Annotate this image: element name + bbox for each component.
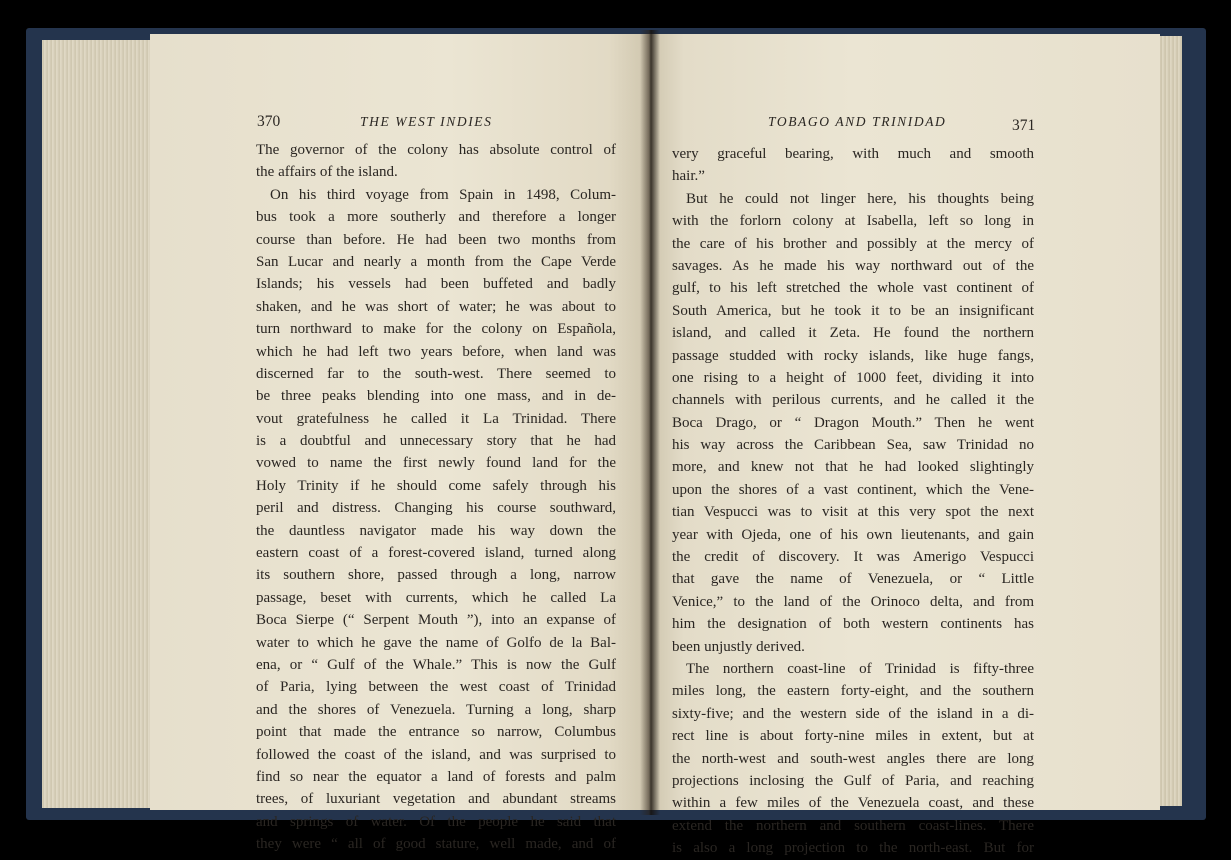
text-line: On his third voyage from Spain in 1498, Colum- xyxy=(270,186,616,203)
text-line: year with Ojeda, one of his own lieutenants, and gain xyxy=(672,526,1034,543)
text-line: passage studded with rocky islands, like huge fangs, xyxy=(672,347,1034,364)
text-line: be three peaks blending into one mass, and in de- xyxy=(256,388,616,405)
left-running-head: THE WEST INDIES xyxy=(360,114,493,129)
text-line: point that made the entrance so narrow, Columbus xyxy=(256,724,616,741)
text-line: rect line is about forty-nine miles in extent, but at xyxy=(672,728,1034,745)
text-line: gulf, to his left stretched the whole vast continent of xyxy=(672,280,1034,297)
text-line: projections inclosing the Gulf of Paria, and reaching xyxy=(672,772,1034,789)
text-line: South America, but he took it to be an insignificant xyxy=(672,302,1034,319)
book-gutter xyxy=(640,30,660,815)
text-line: they were “ all of good stature, well made, and of xyxy=(256,836,616,853)
text-line: the credit of discovery. It was Amerigo Vespucci xyxy=(672,549,1034,566)
text-line: trees, of luxuriant vegetation and abundant streams xyxy=(256,791,616,808)
text-line: discerned far to the south-west. There seemed to xyxy=(256,365,616,382)
text-line: Holy Trinity if he should come safely through his xyxy=(256,477,616,494)
text-line: shaken, and he was short of water; he was about to xyxy=(256,298,616,315)
left-page-text xyxy=(256,139,616,856)
text-line: been unjustly derived. xyxy=(672,638,805,655)
text-line: Venice,” to the land of the Orinoco delta, and from xyxy=(672,593,1034,610)
text-line: Boca Drago, or “ Dragon Mouth.” Then he went xyxy=(672,414,1034,431)
text-line: course than before. He had been two months from xyxy=(256,231,616,248)
text-line: Islands; his vessels had been buffeted and badly xyxy=(256,276,616,293)
text-line: his way across the Caribbean Sea, saw Trinidad no xyxy=(672,437,1034,454)
text-line: is a doubtful and unnecessary story that he had xyxy=(256,433,616,450)
text-line: the care of his brother and possibly at the mercy of xyxy=(672,235,1034,252)
text-line: with the forlorn colony at Isabella, left so long in xyxy=(672,213,1034,230)
text-line: The governor of the colony has absolute control of xyxy=(256,142,616,158)
text-line: hair.” xyxy=(672,168,705,185)
text-line: water to which he gave the name of Golfo de la Bal- xyxy=(256,634,616,651)
text-line: and the shores of Venezuela. Turning a long, sharp xyxy=(256,701,616,718)
text-line: bus took a more southerly and therefore a longer xyxy=(256,209,616,226)
text-line: of Paria, lying between the west coast of Trinidad xyxy=(256,679,616,696)
text-line: extend the northern and southern coast-lines. There xyxy=(672,817,1034,834)
text-line: San Lucar and nearly a month from the Cape Verde xyxy=(256,253,616,270)
text-line: passage, beset with currents, which he called La xyxy=(256,589,616,606)
right-page-number: 371 xyxy=(1012,117,1036,134)
left-page-edges xyxy=(42,40,158,808)
text-line: very graceful bearing, with much and smooth xyxy=(672,146,1034,162)
text-line: that gave the name of Venezuela, or “ Little xyxy=(672,571,1034,588)
text-line: turn northward to make for the colony on Española, xyxy=(256,321,616,338)
text-line: followed the coast of the island, and was surprised to xyxy=(256,746,616,763)
text-line: channels with perilous currents, and he called it the xyxy=(672,392,1034,409)
text-line: the north-west and south-west angles there are long xyxy=(672,750,1034,767)
text-line: The northern coast-line of Trinidad is fifty-three xyxy=(686,660,1034,677)
right-page-text xyxy=(672,143,1034,860)
text-line: the affairs of the island. xyxy=(256,164,398,181)
text-line: Boca Sierpe (“ Serpent Mouth ”), into an expanse of xyxy=(256,612,616,629)
text-line: him the designation of both western continents has xyxy=(672,616,1034,633)
text-line: ena, or “ Gulf of the Whale.” This is now the Gulf xyxy=(256,656,616,673)
text-line: more, and knew not that he had looked slightingly xyxy=(672,459,1034,476)
text-line: which he had left two years before, when land was xyxy=(256,343,616,360)
text-line: vout gratefulness he called it La Trinidad. There xyxy=(256,410,616,427)
text-line: peril and distress. Changing his course southward, xyxy=(256,500,616,517)
text-line: savages. As he made his way northward out of the xyxy=(672,257,1034,274)
text-line: tian Vespucci was to visit at this very spot the next xyxy=(672,504,1034,521)
text-line: its southern shore, passed through a long, narrow xyxy=(256,567,616,584)
text-line: is also a long projection to the north-east. But for xyxy=(672,840,1034,857)
text-line: vowed to name the first newly found land for the xyxy=(256,455,616,472)
text-line: upon the shores of a vast continent, which the Vene- xyxy=(672,481,1034,498)
text-line: within a few miles of the Venezuela coast, and these xyxy=(672,795,1034,812)
text-line: the dauntless navigator made his way down the xyxy=(256,522,616,539)
text-line: eastern coast of a forest-covered island, turned along xyxy=(256,545,616,562)
text-line: and springs of water. Of the people he said that xyxy=(256,813,616,830)
right-running-head: TOBAGO AND TRINIDAD xyxy=(768,114,947,129)
text-line: sixty-five; and the western side of the island in a di- xyxy=(672,705,1034,722)
text-line: miles long, the eastern forty-eight, and the southern xyxy=(672,683,1034,700)
text-line: one rising to a height of 1000 feet, dividing it into xyxy=(672,369,1034,386)
left-page-number: 370 xyxy=(257,113,281,130)
text-line: find so near the equator a land of forests and palm xyxy=(256,768,616,785)
text-line: But he could not linger here, his thoughts being xyxy=(686,190,1034,207)
text-line: island, and called it Zeta. He found the northern xyxy=(672,325,1034,342)
